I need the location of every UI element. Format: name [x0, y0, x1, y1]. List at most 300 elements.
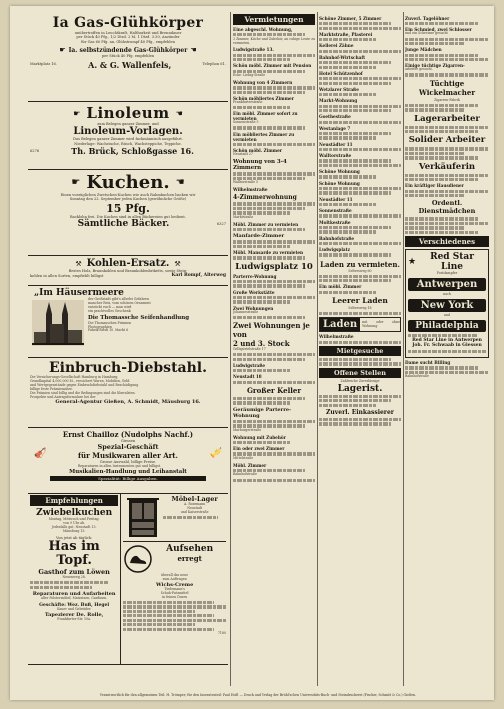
ad-text: unübertroffen in Leuchtkraft, Haltbarkeit und Brenndauer	[74, 31, 182, 35]
ad-text: per Stück 40 Pfg., 1/2 Dtzd. 2 M, 1 Dtzd. 3.50, Anzünder	[76, 35, 180, 40]
ad-text: Postdampfer	[436, 271, 458, 276]
listing-text: Seltersweg 18	[348, 305, 372, 310]
text-line	[319, 341, 401, 344]
text-line	[405, 222, 489, 225]
listing-heading: Wohnung von 4 Zimmern	[233, 80, 293, 86]
ad-kuchen	[28, 170, 228, 256]
cabinet-illustration	[123, 495, 163, 539]
text-line	[319, 159, 391, 162]
ad-text: und Wertgegenstände gegen Einbruchdiebstahl und Beschädigung	[30, 382, 139, 387]
pointing-hand-icon: ☚	[175, 177, 185, 188]
text-line	[319, 77, 401, 80]
pointing-hand-icon: ☚	[190, 46, 197, 55]
text-line	[319, 253, 391, 256]
cathedral-illustration	[32, 300, 84, 346]
text-line	[233, 353, 315, 356]
text-line	[233, 177, 305, 180]
text-line	[319, 61, 391, 64]
listing-heading-large: Leerer Laden	[332, 295, 388, 305]
ad-text: in feinen Dosen	[162, 594, 188, 599]
listing-text: Sonnenstraße 5	[233, 120, 259, 125]
ad-block-bottom	[28, 494, 228, 665]
ad-text: und	[443, 312, 451, 317]
ad-text: Das Belegen ganzer Zimmer wird fachmännisch ausgeführt.	[73, 137, 183, 142]
ad-title: Has im Topf.	[48, 539, 100, 569]
ad-text: Die Thomasschen Prämien	[88, 320, 132, 325]
ad-firm: Sämtliche Bäcker.	[77, 219, 170, 230]
ad-linoleum	[28, 102, 228, 170]
text-line	[405, 156, 479, 159]
column-rule	[230, 12, 231, 686]
section-header: Offene Stellen	[319, 368, 401, 378]
listing-heading: Schöne Zimmer, 5 Zimmer	[319, 16, 382, 21]
text-line	[319, 175, 376, 178]
ad-text: aller Polstermöbel, Matratzen, Gardinen.	[40, 595, 108, 600]
text-line	[233, 479, 315, 482]
listing-heading-large: Solider Arbeiter	[408, 135, 486, 146]
text-line	[319, 242, 401, 245]
text-line	[319, 312, 401, 315]
text-line	[233, 369, 290, 372]
ad-text: kohlen in allen Sorten, empfiehlt billigst	[30, 273, 104, 278]
text-line	[319, 121, 401, 124]
ad-text: ein prachtvolles Geschenk	[88, 308, 131, 313]
text-line	[233, 397, 305, 400]
ad-text: für Gas 60 Pfg. an, Glühstrumpf 40 Pfg., empfehlen	[81, 39, 175, 44]
listing-heading: Ein möbliertes Zimmer zu vermieten	[233, 131, 295, 142]
text-line	[233, 143, 315, 146]
ad-firm: Joh. Fr. Schwaab in Giessen	[412, 343, 482, 349]
text-line	[405, 152, 464, 155]
text-line	[233, 284, 305, 287]
text-line	[233, 211, 290, 214]
ad-text: Wichs-Creme	[156, 581, 194, 588]
ad-title: Kuchen.	[86, 172, 170, 193]
listing-text: Marktstraße	[233, 214, 254, 219]
listing-heading: Hotel Schützenhof	[319, 70, 363, 76]
ad-subtitle: Musikalien-Handlung und Leihanstalt	[69, 468, 187, 475]
listing-text: Neustadt 27	[233, 152, 253, 157]
listing-heading: Schön möbliertes Zimmer	[233, 96, 294, 101]
ad-text: Frankfurter-Str. 10a.	[57, 616, 92, 621]
text-line	[319, 203, 376, 206]
ad-firm: A. & G. Wallenfels,	[88, 59, 172, 70]
text-line	[123, 610, 195, 613]
ad-text: Die Prämien sind billig und die Bedingungen sind die liberalsten.	[30, 390, 136, 395]
classified-column-mixed	[319, 14, 401, 684]
listing-text: Walltorstraße 5	[233, 180, 259, 185]
newspaper-page	[10, 6, 494, 700]
listing-heading-large: Lagerarbeiter	[414, 113, 480, 124]
ad-text: überall das neue	[161, 573, 189, 577]
listing-heading: Möbl. Mansarde zu vermieten	[233, 250, 304, 256]
listing-heading: Eine abgeschl. Wohnung,	[233, 27, 293, 32]
hammer-icon: ⚒	[75, 259, 82, 268]
ad-text: Photographien	[88, 324, 112, 329]
text-line	[319, 362, 401, 365]
listing-heading: Bahnhofstraße	[319, 235, 355, 241]
text-line	[405, 73, 489, 76]
listing-heading: Wilhelmstraße	[319, 334, 354, 340]
listing-heading: 4-Zimmerwohnung	[233, 194, 297, 202]
ad-text: Einen vorzüglichen Zwetschen-Kuchen wie auch Rahmkuchen backen wir	[60, 193, 196, 197]
text-line	[319, 226, 391, 229]
ad-title: Ernst Chailloz (Nudolphs Nachf.)	[62, 430, 194, 439]
listing-heading: Ein oder zwei Zimmer	[233, 446, 285, 452]
ad-text: und Kaiserstraße	[180, 509, 209, 514]
text-line	[30, 581, 108, 584]
text-line	[319, 230, 376, 233]
ad-text: entzückt euch — man wird	[88, 304, 132, 309]
ad-text: Sonntag den 22. September jeden Kuchen (gewöhnliche Größe)	[69, 197, 187, 202]
listing-heading: Marktstraße, Plasterei	[319, 31, 373, 37]
ad-firm: General-Agentur Gießen, A. Schmidt, Mäusburg 16.	[55, 399, 201, 406]
ad-text: Grosse Auswahl, billige Preise.	[99, 460, 157, 465]
text-line	[233, 70, 305, 73]
ad-title: Aufsehen	[166, 544, 214, 554]
text-line	[405, 231, 479, 234]
ad-text: Backlohn frei. Die Kuchen sind in allen Bäckereien gut bedient.	[70, 214, 186, 219]
listing-heading: Markt-Wohnung	[319, 98, 358, 104]
text-line	[319, 214, 401, 217]
text-line	[319, 164, 401, 167]
text-line	[319, 136, 376, 139]
ad-column	[28, 14, 228, 684]
text-line	[405, 38, 489, 41]
text-line	[319, 82, 391, 85]
listing-heading: Schöne Wohnung	[319, 169, 360, 175]
text-line	[233, 452, 315, 455]
text-line	[319, 404, 376, 407]
text-line	[319, 27, 401, 30]
text-line	[319, 22, 391, 25]
listing-heading: Möbl. Zimmer	[233, 462, 267, 468]
ad-text: der Großstadt gibt's allerlei Gefahren	[88, 297, 149, 301]
text-line	[405, 194, 464, 197]
text-line	[405, 108, 464, 111]
text-line	[405, 58, 489, 61]
listing-heading: Bahnhof-Wirtschaft	[319, 54, 366, 60]
listing-text: arbeiter gesucht.	[405, 67, 433, 72]
ad-title: Red Star Line	[430, 252, 474, 273]
listing-heading-large: Ordentl. Dienstmädchen	[418, 199, 476, 216]
ad-firm: Die Thomassche Seifenhandlung	[88, 314, 190, 321]
route-antwerpen: Antwerpen	[408, 278, 486, 291]
ad-kohlen-ersatz	[28, 256, 228, 286]
listing-heading: Moltkestraße	[319, 219, 351, 225]
ad-text: Jedesfalls gut, Neustadt 13.	[51, 524, 97, 529]
text-line	[405, 22, 479, 25]
listing-heading-large: Laden zu vermieten.	[320, 259, 400, 269]
listing-heading: Ein Schmied, zwei Schlosser	[405, 27, 472, 33]
listing-text: Bahnhofstraße	[233, 472, 257, 477]
ad-subtitle: Reparaturen und Aufarbeiten	[32, 590, 116, 597]
ad-text: Schuh-Putzmittel	[160, 590, 189, 595]
listing-heading: Sonnenstraße	[319, 208, 352, 214]
listing-heading: Große Werkstätte	[233, 289, 275, 295]
ad-title: Linoleum	[86, 104, 170, 122]
ad-text: von 9 Uhr ab.	[63, 520, 86, 525]
ad-title: „Im Häusermeere	[34, 288, 124, 298]
listing-heading: Zwei Wohnungen	[233, 305, 274, 311]
text-line	[319, 187, 401, 190]
ad-number: 6327	[216, 222, 226, 227]
listing-heading-large: Großer Keller	[246, 385, 302, 395]
listing-heading: Wilhelmstraße	[233, 187, 268, 193]
listing-text: Bahnhofstraße	[405, 374, 429, 379]
section-header: Mietgesuche	[319, 346, 401, 356]
ad-number: 6276	[30, 149, 40, 154]
text-line	[405, 371, 489, 374]
text-line	[123, 605, 226, 608]
listing-heading-large: Lagerist.	[337, 383, 383, 394]
ad-text: Montag, Mittwoch und Freitag.	[48, 517, 100, 521]
pointing-hand-icon: ☛	[71, 177, 81, 188]
text-line	[233, 91, 305, 94]
ad-title: Zwiebelkuchen	[36, 508, 113, 518]
listing-heading-large: Ludwigsplatz 10	[235, 261, 313, 272]
listing-heading: Zuverl. Tagelöhner	[405, 16, 450, 21]
text-line	[233, 381, 315, 384]
listing-heading: Neustadt 18	[233, 374, 262, 380]
ad-text: Die Versicherungs-Gesellschaft Hamburg in Hamburg,	[30, 375, 119, 379]
listing-heading-large: Zuverl. Einkassierer	[326, 408, 394, 416]
ad-haeusermeere	[28, 286, 228, 358]
text-line	[233, 296, 315, 299]
star-icon: ★	[408, 257, 417, 268]
listing-text: Seltersweg 60	[348, 268, 372, 273]
listing-text: Zigarren-Fabrik	[434, 97, 460, 102]
ad-text: Neuenweg 28.	[62, 575, 86, 580]
ad-einbruch-diebstahl	[28, 358, 228, 428]
text-line	[405, 104, 479, 107]
text-line	[233, 240, 315, 243]
text-line	[319, 191, 391, 194]
ad-text: zum Auftragen	[162, 576, 187, 581]
listing-heading: Manfarde-Zimmer	[233, 233, 285, 240]
listing-heading: Junge Mädchen	[405, 47, 442, 53]
ad-gas-gluehkoerper	[28, 14, 228, 102]
listing-heading: Goethestraße	[319, 114, 351, 120]
listing-text: Mittelstraße	[233, 455, 254, 460]
section-header: Vermietungen	[233, 14, 315, 25]
listing-heading: Einige tüchtige Zigarren-	[405, 63, 465, 69]
text-line	[319, 148, 401, 151]
text-line	[319, 291, 376, 294]
text-line	[233, 172, 315, 175]
ad-firm: Karl Rompf, Alterweg	[171, 273, 226, 279]
text-line	[405, 217, 479, 220]
ad-text: Kauer und Gebrüder.	[57, 606, 92, 611]
ad-text: Niederlage: Wachstuche, Rüsch, Wachsteppiche, Teppiche.	[74, 141, 182, 146]
text-line	[319, 66, 376, 69]
text-line	[123, 628, 213, 631]
pointing-hand-icon: ☚	[175, 108, 183, 118]
ad-address: Marktplatz 16.	[30, 62, 57, 67]
listing-text: mit oder ohne Wohnung	[362, 319, 400, 328]
listing-heading: Wetzlarer Straße	[319, 86, 359, 92]
ad-text: zum Belegen ganzer Zimmer, und	[97, 122, 159, 126]
ad-text: Tiedemann's	[164, 586, 185, 591]
text-line	[233, 441, 290, 444]
text-line	[405, 226, 464, 229]
listing-text: Johannesstraße	[233, 309, 259, 314]
text-line	[123, 619, 226, 622]
ad-text: Neustadt	[187, 505, 203, 510]
text-line	[233, 245, 290, 248]
text-line	[233, 401, 290, 404]
ad-text: mancher Reiz, vom schönen Ornament	[88, 300, 151, 305]
ad-chailloz-music	[28, 428, 228, 494]
listing-text: Zahlreiche Zuverlässige	[340, 378, 380, 383]
classified-column-jobs	[405, 14, 489, 684]
ad-firm: Red Star Line in Antwerpen	[412, 338, 482, 344]
shoe-icon	[123, 544, 153, 574]
listing-text: Frankfurterstraße	[233, 100, 263, 104]
text-line	[233, 256, 305, 259]
ad-title: Einbruch-Diebstahl.	[49, 360, 207, 376]
listing-heading: Ludwigsplatz	[319, 247, 350, 253]
ad-title: Ia Gas-Glühkörper	[52, 15, 204, 31]
text-line	[405, 190, 489, 193]
text-line	[123, 614, 213, 617]
column-rule	[317, 12, 318, 686]
ad-text: Bestes Holz, Braunkohlen und Braunkohlenbriketts, sowie Stein-	[68, 269, 188, 273]
ad-phone: Telephon 61.	[202, 62, 226, 67]
text-line	[319, 418, 401, 421]
pointing-hand-icon: ☛	[59, 46, 66, 55]
ad-firm: Th. Brück, Schloßgasse 16.	[71, 146, 194, 157]
text-line	[233, 86, 315, 89]
ad-text: Reparaturen in allen Instrumenten gut und billigst.	[78, 463, 162, 468]
ad-text: Prospekte und Antragsformulare bei der	[30, 394, 96, 399]
text-line	[233, 54, 315, 57]
listing-box-title: Laden	[320, 318, 360, 331]
text-line	[405, 147, 489, 150]
text-line	[405, 130, 479, 133]
ad-subtitle: Ia. selbstzündende Gas-Glühkörper	[68, 46, 188, 54]
ad-text: Mäusburg 13.	[62, 528, 86, 533]
text-line	[233, 228, 305, 231]
text-line	[405, 42, 464, 45]
listing-heading: Ein möbl. Zimmer	[319, 284, 362, 290]
text-line	[319, 422, 391, 425]
ad-number: 7180	[217, 631, 226, 636]
listing-heading: Kellerei Zähne	[319, 43, 354, 49]
text-line	[405, 126, 489, 129]
text-line	[233, 33, 305, 36]
text-line	[319, 279, 391, 282]
ad-title: Möbel-Lager	[171, 495, 218, 503]
text-line	[233, 300, 290, 303]
listing-heading-large: Verkäuferin	[418, 161, 476, 172]
ad-text: Von jetzt ab täglich:	[55, 535, 93, 540]
violin-icon: 🎻	[34, 448, 47, 460]
text-line	[233, 316, 305, 319]
listing-heading: Ein möbl. Zimmer sofort zu vermieten	[233, 111, 298, 122]
ad-title: Linoleum-Vorlagen.	[73, 126, 183, 138]
text-line	[319, 358, 391, 361]
text-line	[319, 395, 401, 398]
listing-heading: Schön möbl. Zimmer	[233, 148, 282, 154]
ad-text: Geschäfte: Wez. Buß, Hegel	[39, 602, 110, 608]
text-line	[405, 366, 479, 369]
listing-heading-large: 2 und 3. Stock	[233, 339, 290, 349]
text-line	[319, 38, 376, 41]
ad-text: A. Rosemann	[184, 502, 206, 506]
text-line	[319, 275, 401, 278]
text-line	[233, 469, 305, 472]
text-line	[408, 350, 486, 353]
text-line	[233, 207, 305, 210]
text-line	[233, 280, 315, 283]
ad-text: Giessen	[120, 439, 136, 443]
text-line	[319, 132, 391, 135]
listing-text: Gelbgürtelstraße 17	[233, 347, 266, 352]
listing-text: Marburgerstraße	[233, 427, 262, 432]
listing-heading: Neustädter 11	[319, 141, 353, 147]
classified-column-rentals	[233, 14, 315, 684]
listing-heading: Westanlage 7	[319, 125, 351, 131]
ad-firm: Gasthof zum Löwen	[38, 568, 110, 577]
text-line	[233, 202, 315, 205]
listing-heading-large: Tüchtige Wickelmacher	[418, 78, 476, 97]
route-new-york: New York	[408, 299, 486, 312]
listing-heading: Möbl. Zimmer zu vermieten	[233, 221, 299, 227]
text-line	[233, 58, 290, 61]
hammer-icon: ⚒	[174, 259, 181, 268]
listing-heading: Neustädter 11	[319, 196, 353, 202]
section-header: Verschiedenes	[405, 236, 489, 247]
listing-heading: Walltorstraße	[319, 153, 352, 159]
listing-heading: Parterre-Wohnung	[233, 273, 277, 279]
ad-text: per Stück 40 Pfg. empfehlen	[101, 54, 155, 59]
text-line	[123, 623, 195, 626]
text-line	[233, 106, 290, 109]
route-philadelphia: Philadelphia	[408, 320, 486, 332]
listing-heading: Wohnung mit Zubehör	[233, 434, 286, 440]
text-line	[123, 601, 213, 604]
section-header: Empfehlungen	[30, 495, 118, 506]
listing-heading: Ludwigstraße	[233, 362, 266, 368]
pointing-hand-icon: ☛	[73, 108, 81, 118]
listing-heading: Ein kräftiger Hausdiener	[405, 183, 464, 189]
ad-price: 15 Pfg.	[106, 201, 150, 215]
ad-firm: Tapezierer De. Rolle,	[44, 611, 104, 618]
column-rule	[403, 12, 404, 686]
text-line	[163, 516, 218, 519]
listing-heading: Geräumige Parterre-Wohnung	[233, 406, 292, 419]
ad-text: Spezialität: Billige Ausgaben.	[50, 476, 206, 481]
text-line	[319, 399, 391, 402]
text-line	[233, 358, 305, 361]
listing-heading-large: Zwei Wohnungen je von	[233, 321, 310, 340]
ad-subtitle: Spezial-Geschäft	[97, 443, 159, 452]
ad-subtitle: für Musikwaren aller Art.	[78, 451, 178, 461]
listing-text: 3 Zimmer, Küche und Zubehör, an ruhige Leute zu vermieten.	[233, 36, 315, 45]
text-line	[319, 105, 401, 108]
text-line	[233, 424, 305, 427]
listing-heading: Schöne Wohnung	[319, 180, 360, 186]
text-line	[408, 334, 477, 337]
text-line	[233, 420, 315, 423]
ad-text: nach	[443, 292, 451, 297]
listing-heading: Wohnung von 3-4 Zimmern	[233, 159, 287, 172]
horn-icon: 🎺	[209, 448, 222, 460]
page-footer: Verantwortlich für den allgemeinen Teil: H. Trömper; für den Inseratenteil: Paul Hoff. — Druck und Verlag der Brühl'schen Universitäts-Buch- und Steindruckerei (Fischer, Schmitt & Co.) Gießen.	[99, 693, 417, 697]
listing-text: Ecke: Liebig-Straße	[233, 73, 266, 78]
ad-text: billige feste Prämiensätze.	[30, 386, 73, 391]
